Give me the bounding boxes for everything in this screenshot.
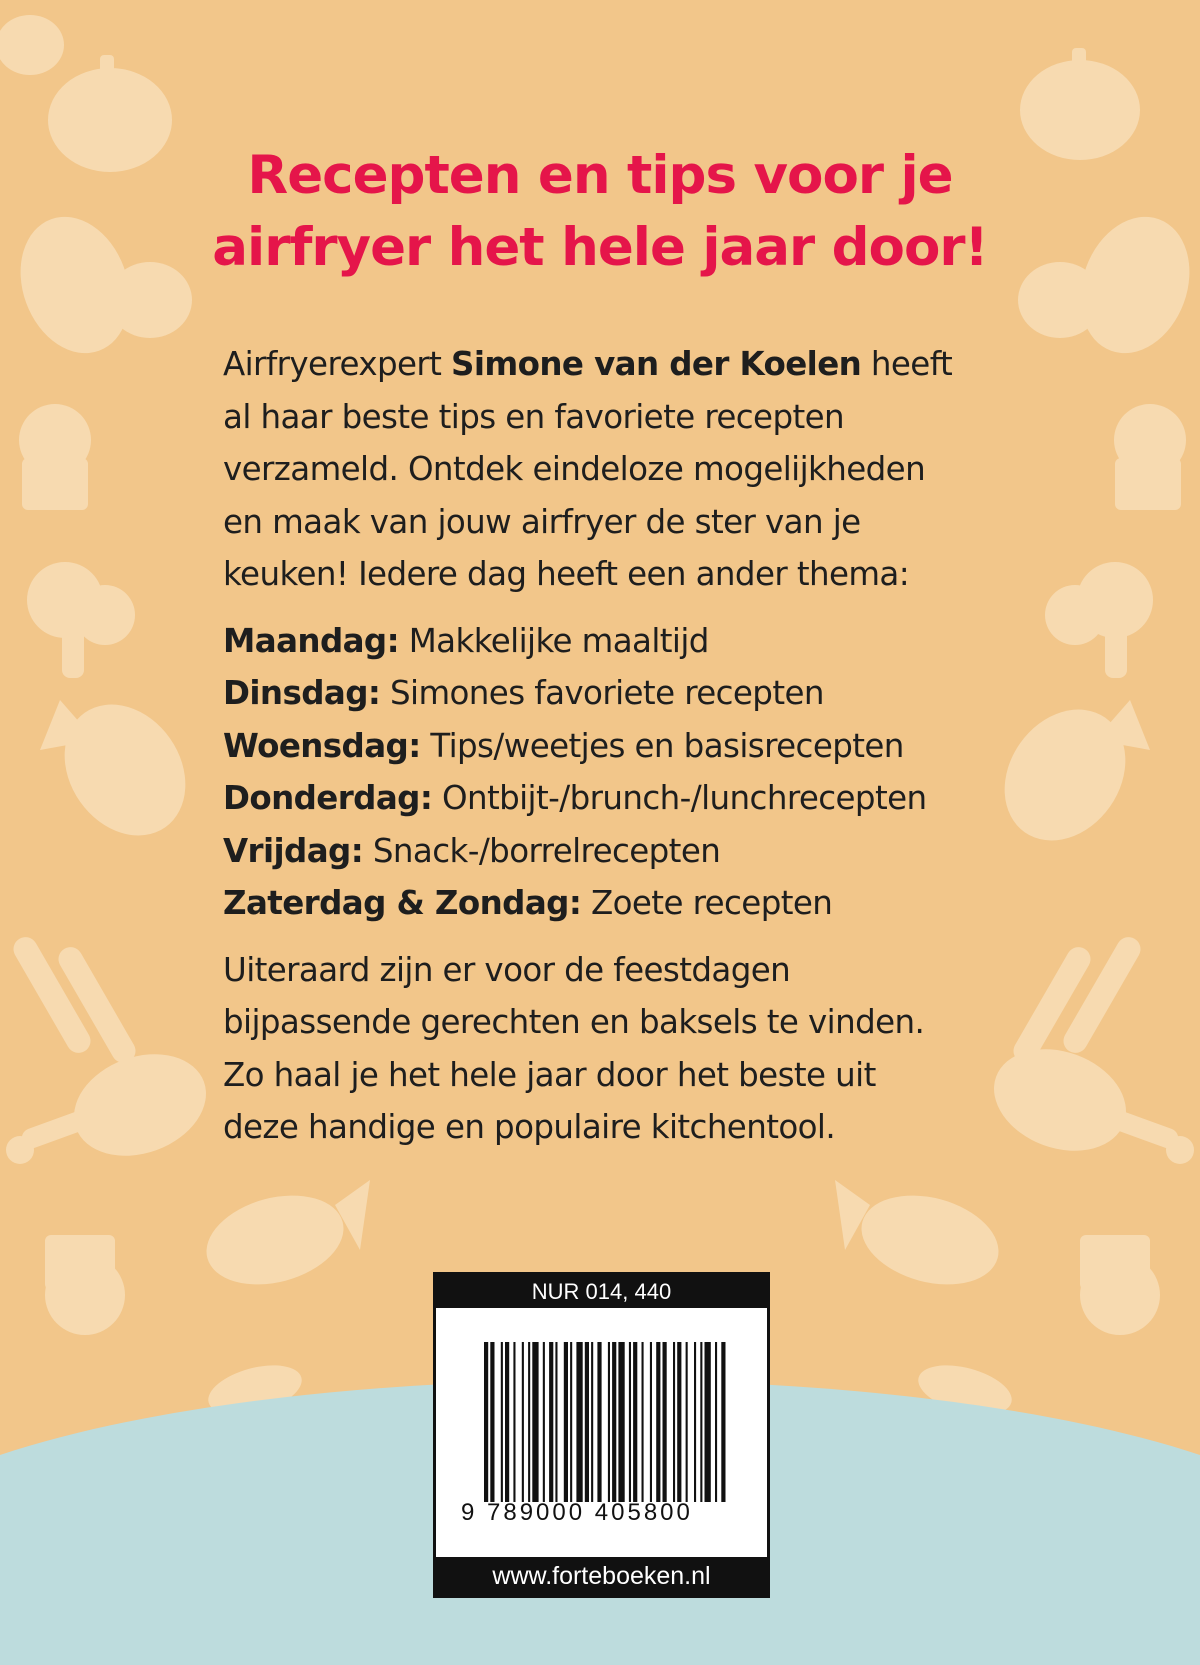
publisher-url: www.forteboeken.nl	[436, 1557, 767, 1595]
schedule-row	[223, 720, 1043, 773]
barcode-bar	[591, 1342, 593, 1502]
schedule-theme: Tips/weetjes en basisrecepten	[430, 726, 904, 765]
barcode-box	[433, 1272, 770, 1598]
barcode-bar	[633, 1342, 637, 1502]
barcode-bar	[686, 1342, 688, 1502]
barcode-bar	[576, 1342, 582, 1502]
barcode-bar	[490, 1342, 494, 1502]
barcode-bar	[484, 1342, 488, 1502]
barcode-bar	[705, 1342, 711, 1502]
intro-suffix: heeft	[861, 345, 953, 383]
schedule-day: Zaterdag & Zondag:	[223, 884, 582, 922]
schedule-theme: Zoete recepten	[590, 884, 833, 922]
barcode-bar	[612, 1342, 616, 1502]
barcode-bar	[585, 1342, 589, 1502]
barcode-bar	[715, 1342, 717, 1502]
schedule-theme: Makkelijke maaltijd	[408, 621, 709, 660]
barcode-bar	[528, 1342, 530, 1502]
schedule-row	[223, 615, 1043, 668]
author-name: Simone van der Koelen	[451, 345, 862, 383]
barcode-bar	[608, 1342, 610, 1502]
schedule-day: Woensdag:	[223, 726, 421, 765]
barcode-bar	[618, 1342, 624, 1502]
schedule-day: Maandag:	[223, 621, 399, 660]
headline-line-1: Recepten en tips voor je	[247, 145, 953, 206]
schedule-day: Donderdag:	[223, 779, 433, 817]
nur-code: NUR 014, 440	[436, 1275, 767, 1308]
schedule-row	[223, 772, 1043, 825]
weekly-schedule	[223, 615, 1043, 930]
headline-line-2: airfryer het hele jaar door!	[212, 217, 988, 278]
intro-line: keuken! Iedere dag heeft een ander thema:	[223, 555, 910, 593]
barcode-bar	[501, 1342, 503, 1502]
barcode-bar	[721, 1342, 725, 1502]
schedule-row	[223, 877, 1043, 930]
barcode-bar	[532, 1342, 538, 1502]
barcode-bar	[564, 1342, 568, 1502]
barcode-bar	[700, 1342, 702, 1502]
barcode-bar	[513, 1342, 515, 1502]
intro-line: en maak van jouw airfryer de ster van je	[223, 502, 861, 541]
closing-line: Uiteraard zijn er voor de feestdagen	[223, 950, 791, 989]
barcode	[484, 1342, 726, 1502]
closing-line: bijpassende gerechten en baksels te vinden.	[223, 1003, 925, 1041]
schedule-row	[223, 825, 1043, 878]
intro-prefix: Airfryerexpert	[223, 345, 452, 383]
intro-line: verzameld. Ontdek eindeloze mogelijkheden	[223, 450, 926, 488]
closing-line: deze handige en populaire kitchentool.	[223, 1108, 836, 1146]
intro-paragraph	[223, 338, 1043, 601]
barcode-bar	[555, 1342, 557, 1502]
intro-line: al haar beste tips en favoriete recepten	[223, 397, 845, 436]
barcode-bar	[656, 1342, 660, 1502]
barcode-bar	[570, 1342, 572, 1502]
barcode-bar	[543, 1342, 545, 1502]
schedule-row	[223, 667, 1043, 720]
barcode-bar	[522, 1342, 524, 1502]
barcode-bar	[677, 1342, 681, 1502]
schedule-day: Vrijdag:	[223, 831, 364, 870]
barcode-bar	[549, 1342, 553, 1502]
headline	[60, 140, 1140, 284]
isbn-digits: 9 789000 405800	[461, 1499, 693, 1526]
schedule-day: Dinsdag:	[223, 674, 381, 712]
closing-line: Zo haal je het hele jaar door het beste uit	[223, 1055, 876, 1094]
barcode-bar	[642, 1342, 644, 1502]
barcode-bar	[694, 1342, 696, 1502]
barcode-bar	[505, 1342, 509, 1502]
schedule-theme: Snack-/borrelrecepten	[372, 831, 721, 870]
barcode-bar	[673, 1342, 675, 1502]
barcode-bar	[597, 1342, 601, 1502]
schedule-theme: Simones favoriete recepten	[390, 674, 824, 712]
barcode-bar	[650, 1342, 652, 1502]
barcode-bar	[663, 1342, 667, 1502]
schedule-theme: Ontbijt-/brunch-/lunchrecepten	[441, 779, 927, 817]
barcode-bar	[629, 1342, 631, 1502]
closing-paragraph	[223, 944, 1043, 1154]
blurb	[223, 338, 1043, 1154]
